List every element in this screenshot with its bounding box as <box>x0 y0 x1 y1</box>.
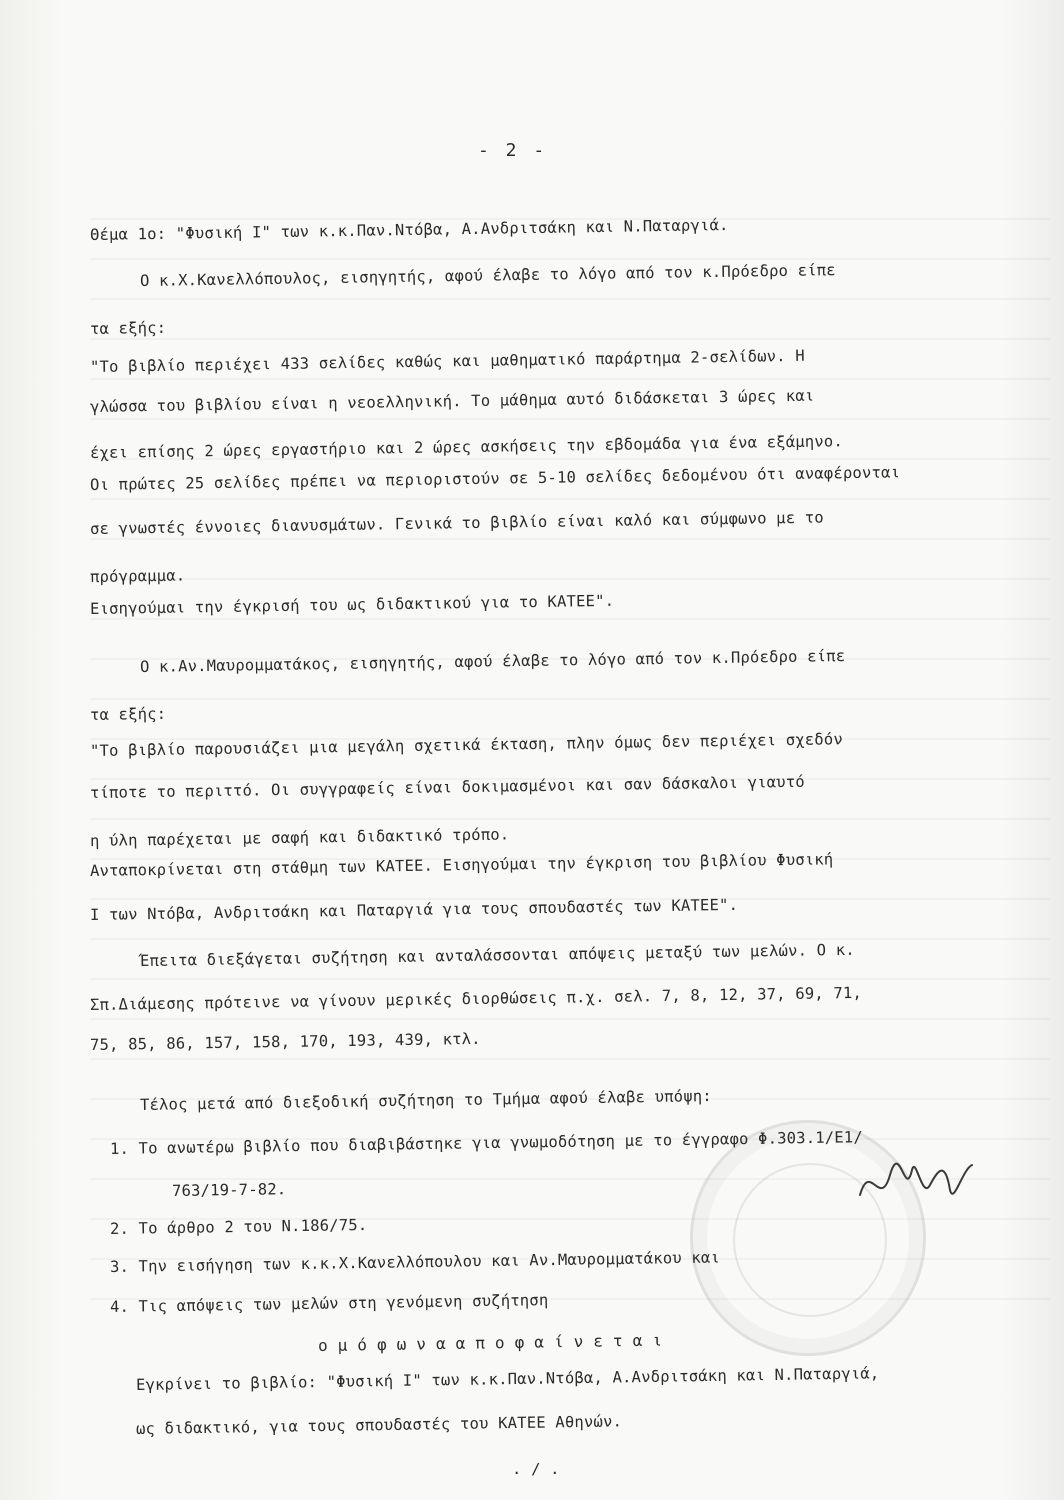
handwritten-signature <box>850 1140 980 1220</box>
list-item: 3. Την εισήγηση των κ.κ.Χ.Κανελλόπουλου και Αν.Μαυρομματάκου και <box>109 1248 721 1276</box>
body-line: Εισηγούμαι την έγκρισή του ως διδακτικού για το ΚΑΤΕΕ". <box>89 591 615 618</box>
topic-heading: Θέμα 1ο: "Φυσική Ι" των κ.κ.Παν.Ντόβα, Α.Ανδριτσάκη και Ν.Παταργιά. <box>89 215 729 244</box>
body-line: σε γνωστές έννοιες διανυσμάτων. Γενικά το βιβλίο είναι καλό και σύμφωνο με το <box>89 508 825 538</box>
list-item: 1. Το ανωτέρω βιβλίο που διαβιβάστηκε για γνωμοδότηση με το έγγραφο Φ.303.1/Ε1/ <box>109 1128 864 1158</box>
body-line: Τέλος μετά από διεξοδική συζήτηση το Τμήμα αφού έλαβε υπόψη: <box>139 1087 712 1114</box>
body-line: Ο κ.Χ.Κανελλόπουλος, εισηγητής, αφού έλαβε το λόγο από τον κ.Πρόεδρο είπε <box>139 261 836 290</box>
continuation-mark: . / . <box>512 1460 560 1478</box>
list-item: 2. Το άρθρο 2 του Ν.186/75. <box>109 1215 368 1238</box>
body-line: Ι των Ντόβα, Ανδριτσάκη και Παταργιά για τους σπουδαστές των ΚΑΤΕΕ". <box>89 895 739 924</box>
body-line: 75, 85, 86, 157, 158, 170, 193, 439, κτλ. <box>89 1029 481 1054</box>
decision-line: ως διδακτικό, για τους σπουδαστές του ΚΑΤΕΕ Αθηνών. <box>135 1412 623 1438</box>
body-line: τα εξής: <box>89 318 167 338</box>
body-line: Ο κ.Αν.Μαυρομματάκος, εισηγητής, αφού έλαβε το λόγο από τον κ.Πρόεδρο είπε <box>139 646 846 676</box>
body-line: γλώσσα του βιβλίου είναι η νεοελληνική. Το μάθημα αυτό διδάσκεται 3 ώρες και <box>89 386 815 416</box>
list-item: 4. Τις απόψεις των μελών στη γενόμενη συζήτηση <box>109 1291 549 1316</box>
decision-line: Εγκρίνει το βιβλίο: "Φυσική Ι" των κ.κ.Παν.Ντόβα, Α.Ανδριτσάκη και Ν.Παταργιά, <box>135 1364 880 1394</box>
body-line: Σπ.Διάμεσης πρότεινε να γίνουν μερικές διορθώσεις π.χ. σελ. 7, 8, 12, 37, 69, 71, <box>89 983 863 1014</box>
body-line: τίποτε το περιττό. Οι συγγραφείς είναι δοκιμασμένοι και σαν δάσκαλοι γιαυτό <box>89 772 805 802</box>
body-line: πρόγραμμα. <box>89 566 186 586</box>
body-line: έχει επίσης 2 ώρες εργαστήριο και 2 ώρες ασκήσεις την εβδομάδα για ένα εξάμηνο. <box>89 432 844 462</box>
body-line: τα εξής: <box>89 704 167 724</box>
body-line: Ανταποκρίνεται στη στάθμη των ΚΑΤΕΕ. Εισηγούμαι την έγκριση του βιβλίου Φυσική <box>89 850 834 880</box>
body-line: "Το βιβλίο περιέχει 433 σελίδες καθώς και μαθηματικό παράρτημα 2-σελίδων. Η <box>89 346 805 376</box>
body-line: Έπειτα διεξάγεται συζήτηση και ανταλάσσονται απόψεις μεταξύ των μελών. Ο κ. <box>139 940 855 970</box>
list-item-continuation: 763/19-7-82. <box>171 1180 287 1200</box>
body-line: η ύλη παρέχεται με σαφή και διδακτικό τρόπο. <box>89 825 510 850</box>
decision-heading: ο μ ό φ ω ν α α π ο φ α ί ν ε τ α ι <box>317 1330 663 1355</box>
page-number: - 2 - <box>478 140 548 161</box>
body-line: Οι πρώτες 25 σελίδες πρέπει να περιοριστούν σε 5-10 σελίδες δεδομένου ότι αναφέρονται <box>89 463 901 494</box>
body-line: "Το βιβλίο παρουσιάζει μια μεγάλη σχετικά έκταση, πλην όμως δεν περιέχει σχεδόν <box>89 730 844 760</box>
